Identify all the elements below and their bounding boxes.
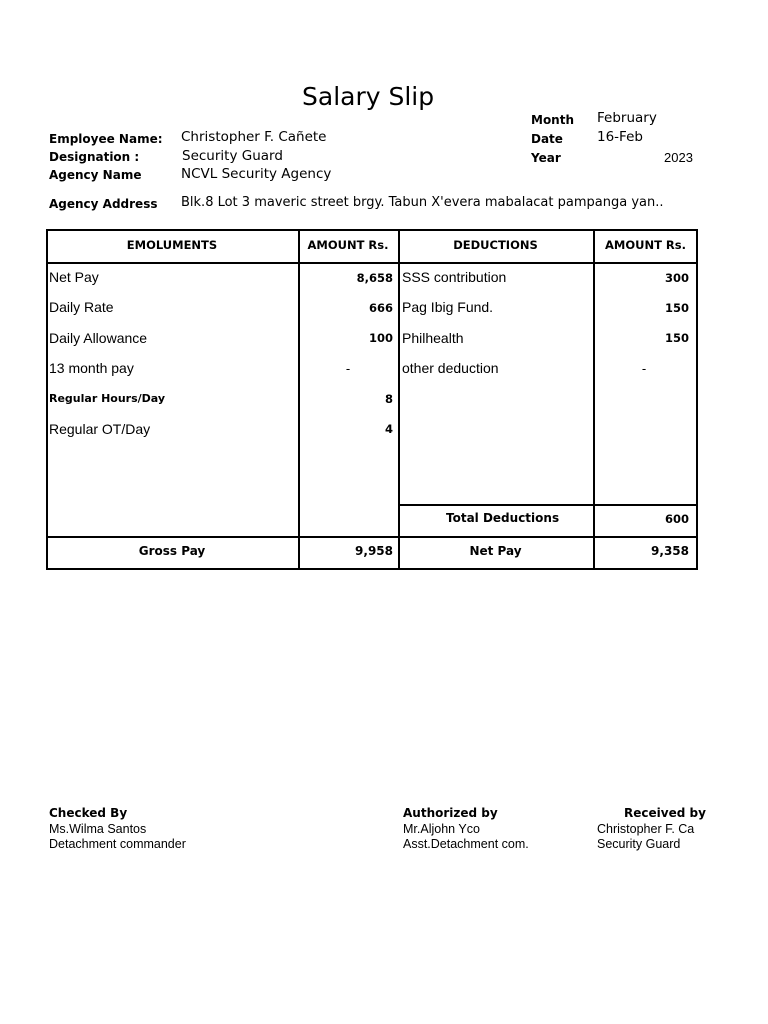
deduction-amount-philhealth: 150 xyxy=(664,331,689,345)
header-emoluments: EMOLUMENTS xyxy=(126,238,218,252)
authorized-by-heading: Authorized by xyxy=(403,806,498,820)
page-title: Salary Slip xyxy=(302,82,435,111)
year-label: Year xyxy=(531,151,561,165)
agency-name-value: NCVL Security Agency xyxy=(181,166,332,182)
header-deductions: DEDUCTIONS xyxy=(453,238,538,252)
deduction-label-philhealth: Philhealth xyxy=(402,330,464,346)
deduction-amount-pag-ibig: 150 xyxy=(664,301,689,315)
authorized-by-name: Mr.Aljohn Yco xyxy=(403,822,480,836)
deduction-amount-other: - xyxy=(641,361,647,376)
salary-table xyxy=(46,229,698,570)
month-label: Month xyxy=(531,113,575,127)
emolument-amount-net-pay: 8,658 xyxy=(356,271,393,285)
date-value: 16-Feb xyxy=(597,129,643,145)
deduction-label-pag-ibig: Pag Ibig Fund. xyxy=(402,299,494,315)
header-amount-deductions: AMOUNT Rs. xyxy=(605,238,686,252)
table-border-bottom xyxy=(46,568,698,570)
deduction-amount-sss: 300 xyxy=(664,271,689,285)
gross-pay-label: Gross Pay xyxy=(138,544,206,558)
designation-value: Security Guard xyxy=(182,148,283,164)
received-by-role: Security Guard xyxy=(597,837,681,851)
received-by-heading: Received by xyxy=(624,806,706,820)
emolument-amount-regular-ot: 4 xyxy=(384,422,393,436)
deduction-label-other: other deduction xyxy=(402,360,499,376)
emolument-amount-13-month-pay: - xyxy=(345,361,351,376)
employee-name-value: Christopher F. Cañete xyxy=(181,129,327,145)
total-divider xyxy=(398,504,698,506)
checked-by-role: Detachment commander xyxy=(49,837,186,851)
emolument-amount-daily-allowance: 100 xyxy=(368,331,393,345)
emolument-label-daily-rate: Daily Rate xyxy=(49,299,114,315)
emolument-amount-regular-hours: 8 xyxy=(384,392,393,406)
net-pay-label: Net Pay xyxy=(469,544,522,558)
deduction-label-sss: SSS contribution xyxy=(402,269,507,285)
emolument-label-13-month-pay: 13 month pay xyxy=(49,360,134,376)
footer-divider xyxy=(46,536,698,538)
emolument-label-regular-ot: Regular OT/Day xyxy=(49,421,151,437)
agency-address-label: Agency Address xyxy=(49,197,158,211)
emolument-label-regular-hours: Regular Hours/Day xyxy=(49,392,166,405)
month-value: February xyxy=(597,110,657,126)
emolument-label-daily-allowance: Daily Allowance xyxy=(49,330,148,346)
agency-name-label: Agency Name xyxy=(49,168,142,182)
table-border-right xyxy=(696,229,698,570)
total-deductions-label: Total Deductions xyxy=(446,511,560,525)
table-border-top xyxy=(46,229,698,231)
emolument-label-net-pay: Net Pay xyxy=(49,269,99,285)
table-divider xyxy=(398,229,400,570)
total-deductions-amount: 600 xyxy=(664,512,689,526)
agency-address-value: Blk.8 Lot 3 maveric street brgy. Tabun X'evera mabalacat pampanga yan.. xyxy=(181,195,664,210)
authorized-by-role: Asst.Detachment com. xyxy=(403,837,529,851)
received-by-name: Christopher F. Ca xyxy=(597,822,695,836)
header-divider xyxy=(46,262,698,264)
designation-label: Designation : xyxy=(49,150,140,164)
date-label: Date xyxy=(531,132,563,146)
checked-by-name: Ms.Wilma Santos xyxy=(49,822,147,836)
emolument-amount-daily-rate: 666 xyxy=(368,301,393,315)
year-value: 2023 xyxy=(664,150,693,165)
checked-by-heading: Checked By xyxy=(49,806,128,820)
employee-name-label: Employee Name: xyxy=(49,132,163,146)
table-border-left xyxy=(46,229,48,570)
gross-pay-amount: 9,958 xyxy=(355,544,393,558)
header-amount-emoluments: AMOUNT Rs. xyxy=(307,238,389,252)
net-pay-amount: 9,358 xyxy=(651,544,689,558)
